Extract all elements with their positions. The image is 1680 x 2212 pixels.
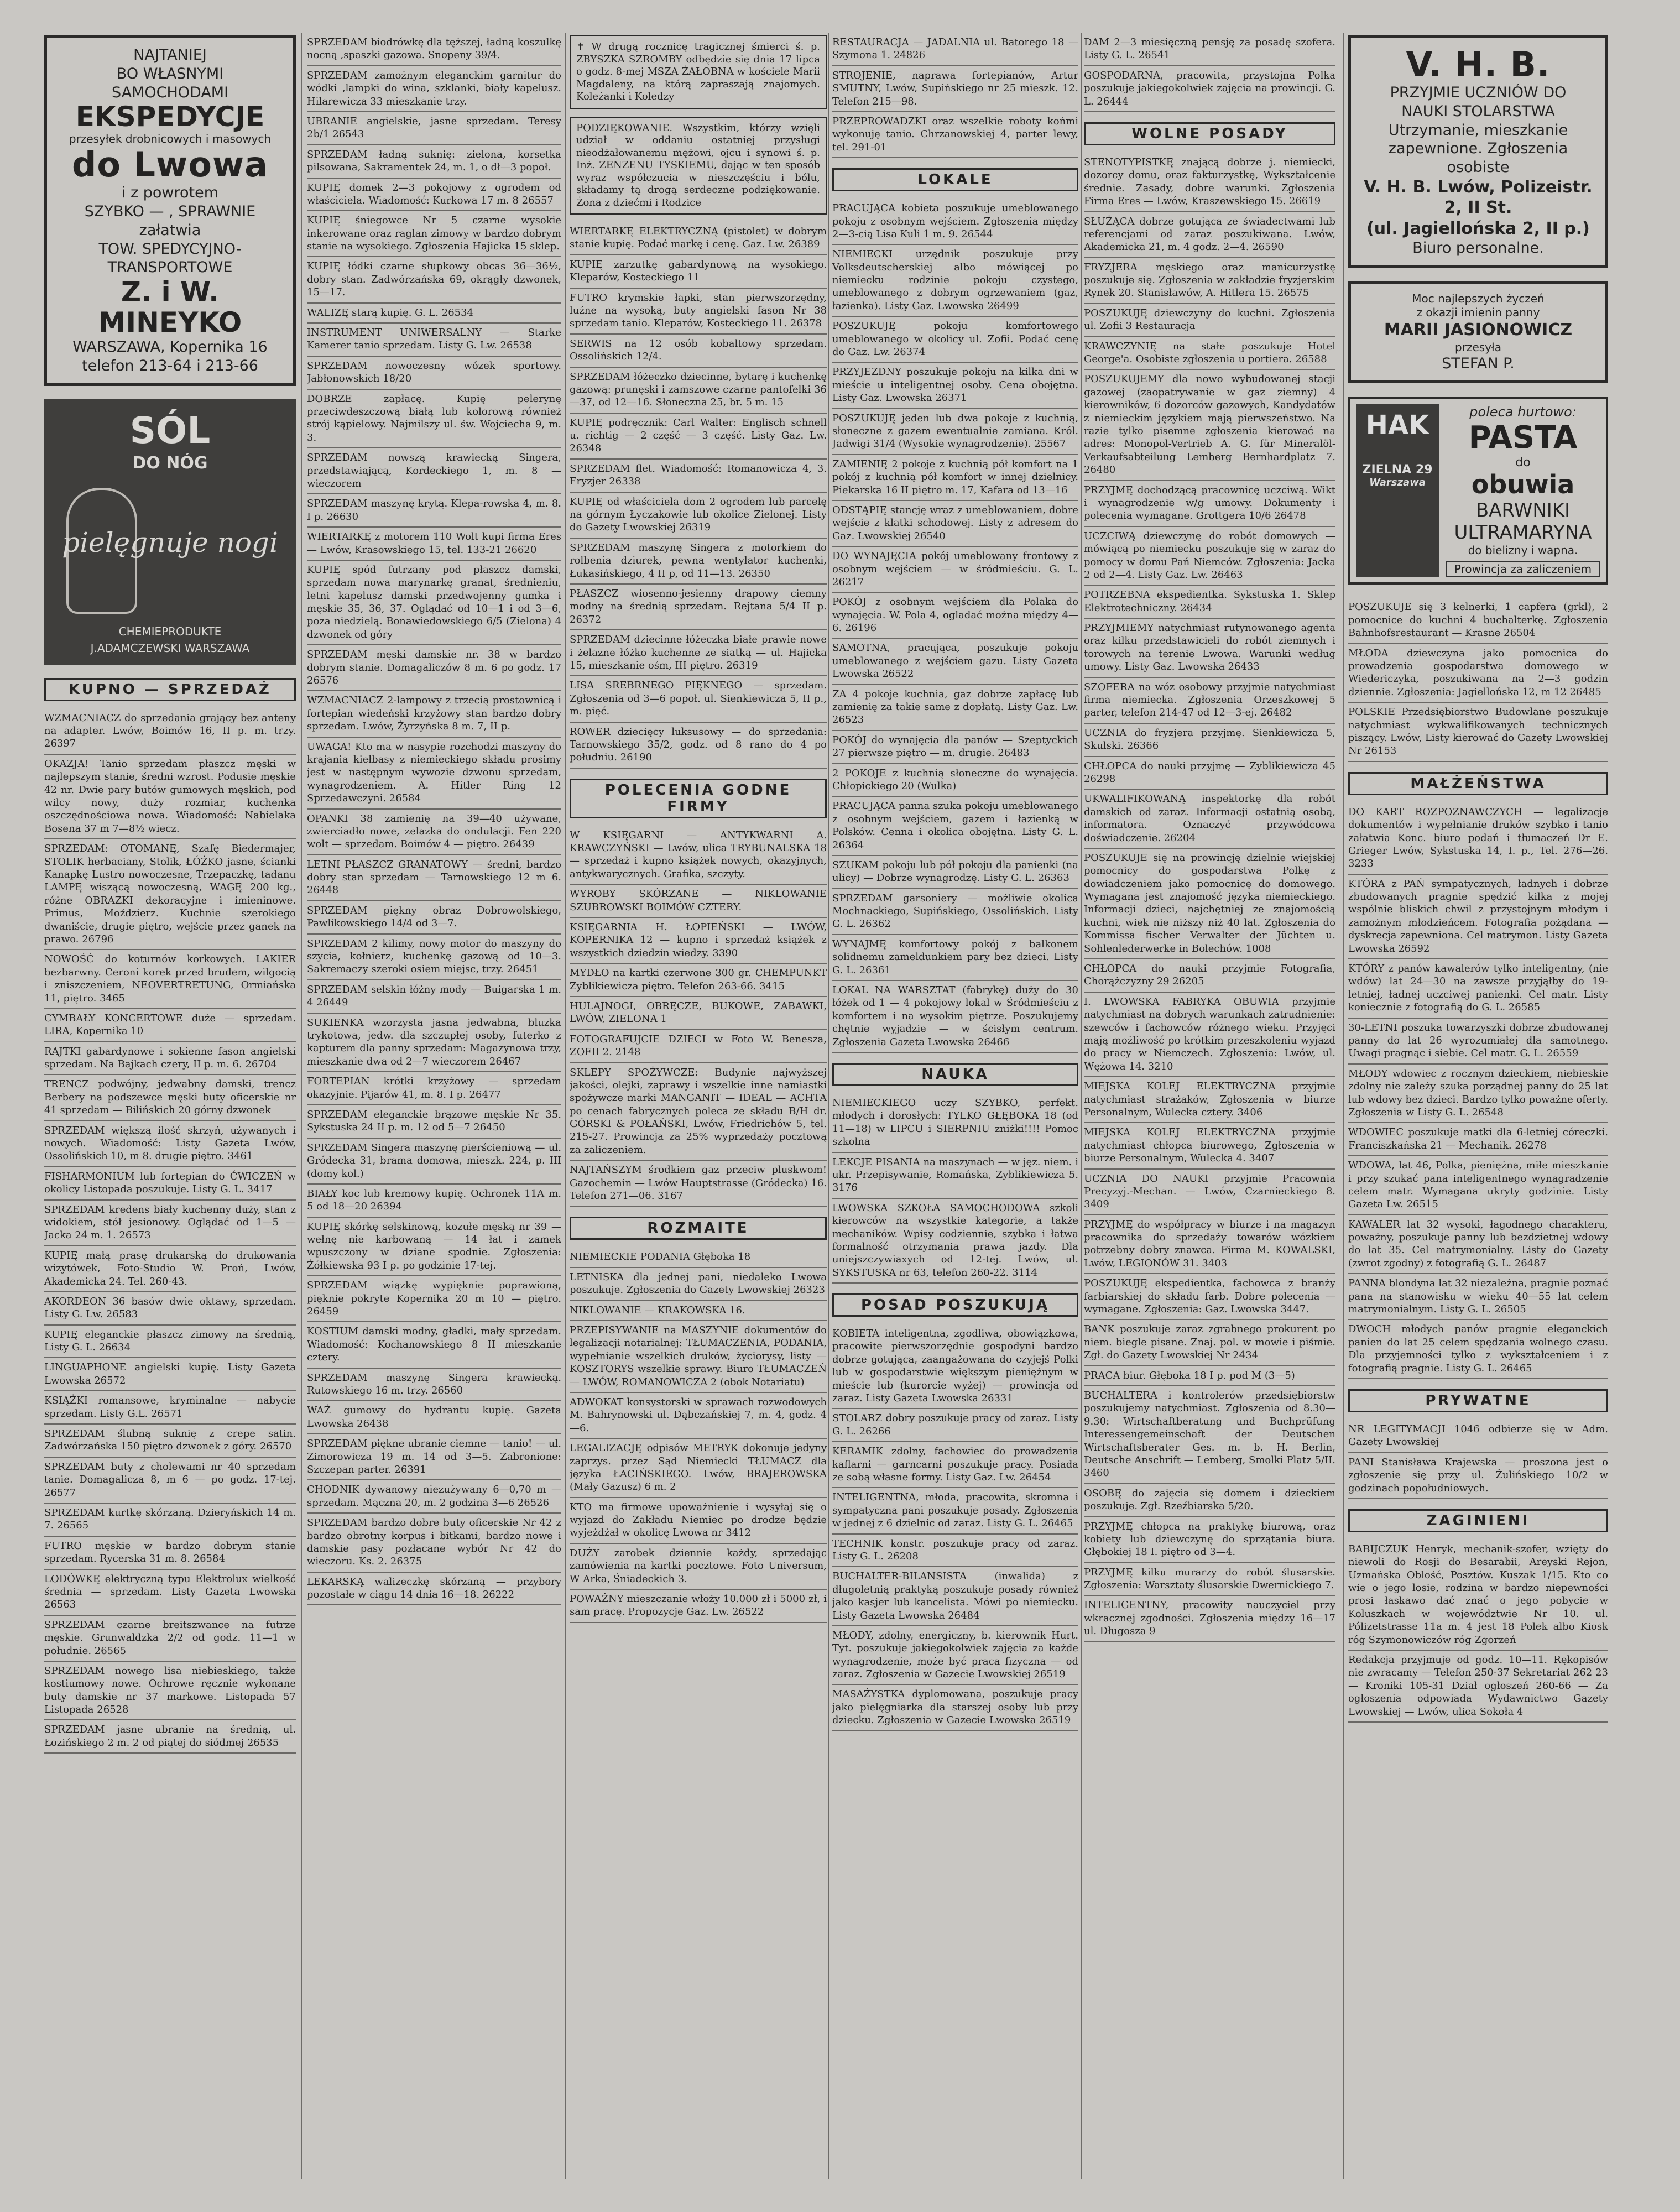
classified-ad: PRZEPISYWANIE na MASZYNIE dokumentów do legalizacji notarialnej: TŁUMACZENIA, PODANIA, wypełnianie wszelkich druków, życiorysy, listy — KOSZTORYS wszelkie sprawy. Biuro TŁUMACZEŃ — LWÓW, ROMANOWICZA 2 (obok Notariatu)	[570, 1321, 827, 1393]
logo-text: Warszawa	[1369, 477, 1426, 489]
classified-ad: FORTEPIAN krótki krzyżowy — sprzedam okazyjnie. Pijarów 41, m. 8. I p. 26477	[307, 1072, 561, 1105]
ad-line: TOW. SPEDYCYJNO-	[98, 240, 242, 258]
classified-ad: KSIĄŻKI romansowe, kryminalne — nabycie sprzedam. Listy G.L. 26571	[44, 1391, 296, 1425]
classified-ad: RAJTKI gabardynowe i sokienne fason angielski sprzedam. Na Bajkach czery, II p. m. 6. 26704	[44, 1042, 296, 1076]
classified-ad: PRZEPROWADZKI oraz wszelkie roboty końmi wykonuję tanio. Chrzanowskiej 4, parter lewy, tel. 291-01	[832, 112, 1078, 158]
ad-line: telefon 213-64 i 213-66	[82, 357, 258, 374]
classified-ad: OPANKI 38 zamienię na 39—40 używane, zwierciadło nowe, zelazka do ondulacji. Fen 220 wolt — sprzedam. Boimów 4 — piętro. 26439	[307, 810, 561, 855]
ad-line: SZYBKO — , SPRAWNIE	[84, 203, 256, 221]
ad-line: TRANSPORTOWE	[107, 259, 233, 276]
ad-line: V. H. B.	[1406, 44, 1551, 85]
classified-ad: SPRZEDAM jasne ubranie na średnią, ul. Łozińskiego 2 m. 2 od piątej do siódmej 26535	[44, 1720, 296, 1754]
hak-pasta-ad	[1348, 397, 1608, 585]
column-3	[570, 33, 827, 2201]
classified-ad: POWAŻNY mieszczanie włoży 10.000 zł i 5000 zł, i sam pracę. Propozycje Gaz. Lw. 26522	[570, 1590, 827, 1623]
ad-line: MARII JASIONOWICZ	[1384, 320, 1573, 340]
classified-ad: POSZUKUJEMY dla nowo wybudowanej stacji gazowej (zaopatrywanie w gaz ziemny) 4 kierowników, 6 dozorców gazowych, Kandydatów z niemieckim językiem mają pierwszeństwo. Na razie tylko pisemne zgłoszenia kierować na adres: Monopol-Vertrieb A. G. für Mineralöl-Verkaufsabteilung Lemberg Bernhardplatz 7. 26480	[1084, 370, 1335, 481]
classified-ad: AKORDEON 36 basów dwie oktawy, sprzedam. Listy G. Lw. 26583	[44, 1292, 296, 1326]
ad-line: EKSPEDYCJE	[75, 101, 265, 133]
classified-ad: INSTRUMENT UNIWERSALNY — Starke Kamerer tanio sprzedam. Listy G. Lw. 26538	[307, 324, 561, 357]
classified-ad: STENOTYPISTKĘ znającą dobrze j. niemiecki, dozorcy domu, oraz fakturzystkę, Wykształcenie średnie. Zasady, dobre warunki. Zgłoszenia Firma Eres — Lwów, Kraszewskiego 15. 26619	[1084, 153, 1335, 212]
ad-line: Moc najlepszych życzeń	[1412, 292, 1545, 306]
classified-ad: LETNI PŁASZCZ GRANATOWY — średni, bardzo dobry stan sprzedam — Tarnowskiego 12 m 6. 26448	[307, 855, 561, 901]
classified-ad: CHŁOPCA do nauki przyjmę — Zyblikiewicza 45 26298	[1084, 757, 1335, 790]
classified-ad: POLSKIE Przedsiębiorstwo Budowlane poszukuje natychmiast wykwalifikowanych technicznych piszący. Lwów, Listy kierować do Gazety Lwowskiej Nr 26153	[1348, 703, 1608, 762]
classified-ad: FOTOGRAFUJCIE DZIECI w Foto W. Benesza, ZOFII 2. 2148	[570, 1030, 827, 1063]
classified-ad: ODSTĄPIĘ stancję wraz z umeblowaniem, dobre wejście z klatki schodowej. Listy z adresem do Gaz. Lwowskiej 26540	[832, 501, 1078, 547]
classified-ad: WYROBY SKÓRZANE — NIKLOWANIE SZUBROWSKI BOIMÓW CZTERY.	[570, 885, 827, 918]
classified-ad: DOBRZE zapłacę. Kupię pelerynę przeciwdeszczową białą lub kolorową również strój kąpielowy. Najmilszy ul. św. Wojciecha 9, m. 3.	[307, 390, 561, 449]
classified-ad: DO KART ROZPOZNAWCZYCH — legalizacje dokumentów i wypełnianie druków szybko i tanio załatwia Konc. biuro podań i tłumaczeń Dr E. Grieger Lwów, Sykstuska 14, I. p., Tel. 276—26. 3233	[1348, 803, 1608, 875]
classified-ad: MIEJSKA KOLEJ ELEKTRYCZNA przyjmie natychmiast strażaków, Zgłoszenia w biurze Personalnym, Wulecka cztery. 3406	[1084, 1077, 1335, 1123]
classified-ad: KUPIĘ domek 2—3 pokojowy z ogrodem od właściciela. Wiadomość: Kurkowa 17 m. 8 26557	[307, 179, 561, 212]
ad-line: z okazji imienin panny	[1416, 306, 1540, 320]
ad-line: V. H. B. Lwów, Polizeistr. 2, II St.	[1364, 177, 1593, 218]
classified-ad: SPRZEDAM ładną suknię: zielona, korsetka pilsowana, Sakramentek 24, m. 1, o dł—3 popoł.	[307, 145, 561, 179]
classified-ad: SPRZEDAM ślubną suknię z crepe satin. Zadwórzańska 150 piętro dzwonek z góry. 26570	[44, 1425, 296, 1458]
classified-ad: BIAŁY koc lub kremowy kupię. Ochronek 11A m. 5 od 18—20 26394	[307, 1185, 561, 1218]
classified-ad: ZAMIENIĘ 2 pokoje z kuchnią pół komfort na 1 pokój z kuchnią pół komfort w innej dzielnicy. Piekarska 16 II piętro m. 17, Kafara od 13—16	[832, 455, 1078, 501]
classified-ad: WIERTARKĘ ELEKTRYCZNĄ (pistolet) w dobrym stanie kupię. Podać markę i cenę. Gaz. Lw. 26389	[570, 222, 827, 255]
classified-ad: NIEMIECKIE PODANIA Głęboka 18	[570, 1248, 827, 1267]
classified-ad: WZMACNIACZ do sprzedania grający bez anteny na adapter. Lwów, Boimów 16, II p. m. trzy. 26397	[44, 709, 296, 755]
classified-ad: PRZYJMIEMY natychmiast rutynowanego agenta oraz kilku przedstawicieli do robót ziemnych i torowych na terenie Lwowa. Warunki według umowy. Listy Gaz. Lwowska 26433	[1084, 619, 1335, 678]
classified-ad: HULAJNOGI, OBRĘCZE, BUKOWE, ZABAWKI, LWÓW, ZIELONA 1	[570, 997, 827, 1030]
classified-ad: PRZYJMĘ kilku murarzy do robót ślusarskie. Zgłoszenia: Warsztaty ślusarskie Dwernickiego 7.	[1084, 1563, 1335, 1597]
classified-ad: POKÓJ do wynajęcia dla panów — Szeptyckich 27 pierwsze piętro — m. drugie. 26483	[832, 731, 1078, 764]
classified-ad: KUPIĘ podręcznik: Carl Walter: Englisch schnell u. richtig — 2 część — 3 część. Listy Gaz. Lw. 26348	[570, 414, 827, 460]
classified-ad: SPRZEDAM: OTOMANĘ, Szafę Biedermajer, STOLIK herbaciany, Stolik, ŁÓŻKO jasne, ścianki Kanapkę Lustro nowoczesne, Trzepaczkę, tadanu LAMPĘ wiszącą nowoczesną, WAGĘ 200 kg., różne OBRAZKI dekoracyjne i imieninowe. Primus, Moździerz. Kuchnie szerokiego dwaniście, drugie piętro, wejście przez ganek na prawo. 26796	[44, 839, 296, 950]
classified-ad: SPRZEDAM bardzo dobre buty oficerskie Nr 42 z bardzo obrotny korpus i bitkami, bardzo nowe i damskie pasy pozłacane wybór Nr 42 do wieczoru. Ks. 2. 26375	[307, 1514, 561, 1573]
classified-ad: MASAŻYSTKA dyplomowana, poszukuje pracy jako pielęgniarka dla starszej osoby lub przy dziecku. Zgłoszenia w Gazecie Lwowska 26519	[832, 1685, 1078, 1731]
ad-line: przesyłek drobnicowych i masowych	[69, 132, 272, 146]
ad-text: pielęgnuje nogi	[62, 526, 278, 559]
classified-ad: SZOFERA na wóz osobowy przyjmie natychmiast firma niemiecka. Zgłoszenia Orzeszkowej 5 parter, telefon 214-47 od 12—3-ej. 26482	[1084, 678, 1335, 724]
classified-ad: OKAZJA! Tanio sprzedam płaszcz męski w najlepszym stanie, średni wzrost. Podusie męskie 42 nr. Dwie pary butów gumowych męskich, pod wilcy nowy, duży rozmiar, kuchenka oszczędnościowa nowa. Wiadomość: Nabielaka Bosena 37 m 7—8½ wiecz.	[44, 755, 296, 839]
classified-ad: SPRZEDAM flet. Wiadomość: Romanowicza 4, 3. Fryzjer 26338	[570, 460, 827, 493]
classified-ad: CYMBAŁY KONCERTOWE duże — sprzedam. LIRA, Kopernika 10	[44, 1009, 296, 1042]
boxed-notice: PODZIĘKOWANIE. Wszystkim, którzy wzięli udział w oddaniu ostatniej przysługi nieodżałowanemu mężowi, ojcu i synowi ś. p. Inż. ZENZENU TYSKIEMU, dając w ten sposób wyraz współczucia w nieszczęściu i bólu, składamy tą drogą serdeczne podziękowanie. Żona z dziećmi i Rodzice	[570, 117, 827, 215]
classified-ad: CHŁOPCA do nauki przyjmie Fotografia, Chorążczyzny 29 26205	[1084, 959, 1335, 993]
ad-line: przesyła	[1455, 340, 1501, 354]
classified-ad: TRENCZ podwójny, jedwabny damski, trencz Berbery na podszewce męski buty oficerskie nr 41 sprzedam — Bilińskich 20 górny dzwonek	[44, 1075, 296, 1121]
classified-ad: MIEJSKA KOLEJ ELEKTRYCZNA przyjmie natychmiast chłopca biurowego, Zgłoszenia w biurze Personalnym, Wulecka 4. 3407	[1084, 1123, 1335, 1169]
classified-ad: MYDŁO na kartki czerwone 300 gr. CHEMPUNKT Zyblikiewicza piętro. Telefon 263-66. 3415	[570, 964, 827, 997]
classified-ad: OSOBĘ do zajęcia się domem i dzieckiem poszukuje. Zgł. Rzeźbiarska 5/20.	[1084, 1484, 1335, 1517]
ad-line: do bielizny i wapna.	[1468, 544, 1578, 557]
classified-ad: NIEMIECKIEGO uczy SZYBKO, perfekt. młodych i dorosłych: TYLKO GŁĘBOKA 18 (od 11—18) w LIPCU i SIERPNIU zniżki!!!! Pomoc szkolna	[832, 1094, 1078, 1153]
salt-ad-illustration	[44, 399, 296, 665]
classified-ad: KTÓRY z panów kawalerów tylko inteligentny, (nie wdów) lat 24—30 na zawsze przyjąłby do 19-letniej, ładnej uczciwej panienki. Cel matr. Listy koniecznie z fotografią do G. L. 26585	[1348, 959, 1608, 1019]
classified-ad: NOWOŚĆ do koturnów korkowych. LAKIER bezbarwny. Ceroni korek przed brudem, wilgocią i zniszczeniem, NEOVERTRETUNG, Ormiańska 11, piętro. 3465	[44, 950, 296, 1009]
classified-ad: PRZYJEZDNY poszukuje pokoju na kilka dni w mieście u inteligentnej osoby. Cena obojętna. Listy Gaz. Lwowska 26371	[832, 363, 1078, 409]
classified-ad: NIKLOWANIE — KRAKOWSKA 16.	[570, 1301, 827, 1321]
classified-ad: RESTAURACJA — JADALNIA ul. Batorego 18 — Szymona 1. 24826	[832, 33, 1078, 66]
classified-ad: STOLARZ dobry poszukuje pracy od zaraz. Listy G. L. 26266	[832, 1409, 1078, 1442]
classified-ad: GOSPODARNA, pracowita, przystojna Polka poszukuje jakiegokolwiek zajęcia na prowincji. G. L. 26444	[1084, 66, 1335, 112]
classified-ad: SPRZEDAM łóżeczko dziecinne, bytarę i kuchenkę gazową: prunęski i zamszowe czarne pantofelki 36—37, od 12—16. Słoneczna 25, br. 5 m. 15	[570, 368, 827, 414]
classified-ad: PRACUJĄCA panna szuka pokoju umeblowanego z osobnym wejściem, gazem i łazienką w Polsków. Cenna i okolica obojętna. Listy G. L. 26364	[832, 797, 1078, 856]
classified-ad: KAWALER lat 32 wysoki, łagodnego charakteru, poważny, poszukuje panny lub bezdzietnej wdowy do lat 35. Cel matrymonialny. Listy do Gazety (zwrot zgodny) z fotografią G. L. 26487	[1348, 1215, 1608, 1275]
classified-ad: BUCHALTER-BILANSISTA (inwalida) z długoletnią praktyką poszukuje posady również jako kasjer lub kancelista. Mówi po niemiecku. Listy Gazeta Lwowska 26484	[832, 1567, 1078, 1626]
classified-ad: SPRZEDAM męski damskie nr. 38 w bardzo dobrym stanie. Domagaliczów 8 m. 6 po godz. 17 26576	[307, 645, 561, 691]
classified-ad: DUŻY zarobek dziennie każdy, sprzedając zamówienia na kartki pocztowe. Foto Universum, W Arka, Śniadeckich 3.	[570, 1544, 827, 1590]
classified-ad: BUCHALTERA i kontrolerów przedsiębiorstw poszukujemy natychmiast. Zgłoszenia od 8.30—9.30: Wirtschaftberatung und Buchprüfung Interessengemeinschaft der Deutschen Wirtschaftsberater Ges. m. b. H. Berlin, Deutsche Anschrift — Lemberg, Smolki Platz 5/II. 3460	[1084, 1386, 1335, 1484]
classified-ad: FUTRO męskie w bardzo dobrym stanie sprzedam. Rycerska 31 m. 8. 26584	[44, 1537, 296, 1570]
section-header: KUPNO — SPRZEDAŻ	[44, 678, 296, 701]
classified-ad: SPRZEDAM piękne ubranie ciemne — tanio! — ul. Zimorowicza 19 m. 14 od 3—5. Zabronione: Szczepan parter. 26391	[307, 1434, 561, 1480]
classified-ad: INTELIGENTNA, młoda, pracowita, skromna i sympatyczna pani poszukuje posady. Zgłoszenia w jednej z 6 dzielnic od zaraz. Listy G. L. 26465	[832, 1488, 1078, 1534]
classified-ad: MŁODY wdowiec z rocznym dzieckiem, niebieskie zdolny nie zależy szuka porządnej panny do 25 lat lub wdowy bez dzieci. Bardzo tylko poważne oferty. Zgłoszenia w Listy G. L. 26548	[1348, 1065, 1608, 1124]
ad-line: Biuro personalne.	[1412, 239, 1544, 257]
classified-ad: NAJTAŃSZYM środkiem gaz przeciw pluskwom! Gazochemin — Lwów Hauptstrasse (Gródecka) 16. Telefon 271—06. 3167	[570, 1161, 827, 1207]
column-rule	[1343, 33, 1344, 2179]
display-ad	[1348, 35, 1608, 268]
classified-ad: SPRZEDAM eleganckie brązowe męskie Nr 35. Sykstuska 24 II p. m. 12 od 5—7 26450	[307, 1105, 561, 1139]
classified-ad: UCZCIWĄ dziewczynę do robót domowych — mówiącą po niemiecku poszukuje się w zaraz do pomocy w domu Pań Niemców. Zgłoszenia: Jacka 2 od 2—4. Listy Gaz. Lw. 26463	[1084, 527, 1335, 586]
classified-ad: WAŻ gumowy do hydrantu kupię. Gazeta Lwowska 26438	[307, 1401, 561, 1434]
classified-ad: KRAWCZYNIĘ na stałe poszukuje Hotel George'a. Osobiste zgłoszenia u portiera. 26588	[1084, 337, 1335, 371]
section-header: MAŁŻEŃSTWA	[1348, 772, 1608, 795]
classified-ad: SPRZEDAM czarne breitszwance na futrze męskie. Grunwaldzka 2/2 od godz. 11—1 w południe. 26565	[44, 1616, 296, 1662]
ad-line: SAMOCHODAMI	[111, 84, 229, 101]
classified-ad: SPRZEDAM zamożnym eleganckim garnitur do wódki ,lampki do wina, szklanki, biały kapelusz. Hilarewicza 33 mieszkanie trzy.	[307, 66, 561, 112]
classified-ad: PRZYJMĘ chłopca na praktykę biurową, oraz kobiety lub dziewczynę do sprzątania biura. Głębokiej 18 I. piętro od 3—4.	[1084, 1517, 1335, 1563]
ad-line: BO WŁASNYMI	[116, 65, 224, 82]
column-rule	[301, 33, 302, 2179]
ad-line: Z. i W. MINEYKO	[98, 276, 242, 339]
classified-ad: BANK poszukuje zaraz zgrabnego prokurent po niem. biegle pisane. Znaj. pol. w mowie i piśmie. Zgł. do Gazety Lwowskiej Nr 2434	[1084, 1320, 1335, 1366]
classified-ad: WDOWA, lat 46, Polka, pieniężna, miłe mieszkanie i przy szukać pana inteligentnego wynagradzenie celem matr. Wymagana ukryty godzinie. Listy Gazeta Lw. 26515	[1348, 1156, 1608, 1215]
classified-ad: FISHARMONIUM lub fortepian do ĆWICZEŃ w okolicy Listopada poszukuje. Listy G. L. 3417	[44, 1167, 296, 1201]
classified-ad: LWOWSKA SZKOŁA SAMOCHODOWA szkoli kierowców na wszystkie kategorie, a także mechaników. Wpisy codziennie, szybka i łatwa formalność otrzymania prawa jazdy. Dla uniejszczywiaxych od 12-tej. Lwów, ul. SYKSTUSKA nr 63, telefon 260-22. 3114	[832, 1199, 1078, 1284]
classified-ad: SPRZEDAM większą ilość skrzyń, używanych i nowych. Wiadomość: Listy Gazeta Lwów, Ossolińskich 10, m 8. drugie piętro. 3461	[44, 1121, 296, 1167]
classified-ad: KUPIĘ małą prasę drukarską do drukowania wizytówek, Foto-Studio W. Proń, Lwów, Akademicka 24. Tel. 260-43.	[44, 1246, 296, 1292]
classified-ad: POKÓJ z osobnym wejściem dla Polaka do wynajęcia. W. Pola 4, ogladać można między 4—6. 26196	[832, 593, 1078, 639]
classified-ad: LETNISKA dla jednej pani, niedaleko Lwowa poszukuje. Zgłoszenia do Gazety Lwowskiej 26323	[570, 1268, 827, 1301]
classified-ad: UCZNIA DO NAUKI przyjmie Pracownia Precyzyj.-Mechan. — Lwów, Czarnieckiego 8. 3409	[1084, 1170, 1335, 1215]
classified-ad: ZA 4 pokoje kuchnia, gaz dobrze zapłacę lub zamienię za takie same z dopłatą. Listy Gaz. Lw. 26523	[832, 685, 1078, 731]
classified-ad: KUPIĘ eleganckie płaszcz zimowy na średnią, Listy G. L. 26634	[44, 1326, 296, 1359]
classified-ad: KOSTIUM damski modny, gładki, mały sprzedam. Wiadomość: Kochanowskiego 8 II mieszkanie cztery.	[307, 1322, 561, 1368]
column-rule	[1081, 33, 1082, 2179]
classified-ad: SPRZEDAM nowoczesny wózek sportowy. Jabłonowskich 18/20	[307, 357, 561, 390]
column-2	[307, 33, 561, 2201]
display-ad	[44, 35, 296, 386]
section-header: POLECENIA GODNE FIRMY	[570, 779, 827, 818]
classified-ad: WYNAJMĘ komfortowy pokój z balkonem solidnemu zameldunkiem pary bez dzieci. Listy G. L. 26361	[832, 935, 1078, 981]
ad-line: obuwia	[1471, 469, 1575, 500]
classified-ad: STROJENIE, naprawa fortepianów, Artur SMUTNY, Lwów, Supińskiego nr 25 mieszk. 12. Telefon 215—98.	[832, 66, 1078, 112]
classified-ad: KUPIĘ łódki czarne słupkowy obcas 36—36½, dobry stan. Zadwórzańska 69, okrągły dzwonek, 15—17.	[307, 257, 561, 303]
classified-ad: I. LWOWSKA FABRYKA OBUWIA przyjmie natychmiast na dobrych warunkach zatrudnienie: szewców i fachowców różnego wieku. Przyjęci mają możliwość po krótkim przeszkoleniu wyjazd do pracy w Niemczech. Zgłoszenia: Lwów, ul. Wężowa 14. 3210	[1084, 993, 1335, 1077]
ad-line: do	[1515, 456, 1531, 470]
ad-line: WARSZAWA, Kopernika 16	[72, 338, 268, 356]
classified-ad: SPRZEDAM buty z cholewami nr 40 sprzedam tanie. Domagalicza 8, m 6 — po godz. 17-tej. 26577	[44, 1458, 296, 1504]
classified-ad: KUPIĘ spód futrzany pod płaszcz damski, sprzedam nowa marynarkę granat, średnieniu, letni kapelusz damski przedwojenny gumka i męskie 35, 36, 37. Oglądać od 10—1 i od 3—6, poza niedzielą. Bonawiedowskiego 6/5 (Zielona) 4 dzwonek od góry	[307, 561, 561, 645]
classified-ad: KTÓRA z PAŃ sympatycznych, ładnych i dobrze zbudowanych pragnie spędzić kilka z mojej wspólnie bliskich chwil z przystojnym młodym i zamożnym młodzieńcem. Fotografia pożądana — dyskrecja zapewniona. Cel matrymon. Listy Gazeta Lwowska 26592	[1348, 875, 1608, 959]
ad-line: NAJTANIEJ	[133, 46, 207, 64]
ad-text: CHEMIEPRODUKTE	[118, 624, 222, 638]
classified-ad: LISA SREBRNEGO PIĘKNEGO — sprzedam. Zgłoszenia od 3—6 popoł. ul. Sienkiewicza 5, II p., m. pięć.	[570, 676, 827, 722]
classified-ad: PRACUJĄCA kobieta poszukuje umeblowanego pokoju z osobnym wejściem. Zgłoszenia między 2—3-cią Lisa Kuli 1 m. 9. 26544	[832, 199, 1078, 245]
section-header: NAUKA	[832, 1063, 1078, 1086]
classified-ad: SERWIS na 12 osób kobaltowy sprzedam. Ossolińskich 12/4.	[570, 335, 827, 368]
classified-ad: SPRZEDAM nowszą krawiecką Singera, przedstawiającą, Kordeckiego 1, m. 8 — wieczorem	[307, 448, 561, 494]
section-header: LOKALE	[832, 168, 1078, 191]
column-4	[832, 33, 1078, 2201]
ad-line: do Lwowa	[71, 144, 269, 185]
classified-ad: POSZUKUJĘ dziewczyny do kuchni. Zgłoszenia ul. Zofii 3 Restauracja	[1084, 304, 1335, 337]
classified-ad: SPRZEDAM maszynę krytą. Klepa-rowska 4, m. 8. I p. 26630	[307, 494, 561, 528]
classified-ad: PANI Stanisława Krajewska — proszona jest o zgłoszenie się przy ul. Żulińskiego 10/2 w godzinach popołudniowych.	[1348, 1453, 1608, 1499]
classified-ad: CHODNIK dywanowy niezużywany 6—0,70 m — sprzedam. Mączna 20, m. 2 godzina 3—6 26526	[307, 1480, 561, 1514]
classified-ad: SPRZEDAM maszynę Singera z motorkiem do rolbenia dziurek, pewna wentylator kuchenki, Łukasińskiego, 4 II p, od 11—13. 26350	[570, 539, 827, 585]
classified-ad: SPRZEDAM dziecinne łóżeczka białe prawie nowe i żelazne łóżko kuchenne ze siatką — ul. Hajicka 15, mieszkanie ośm, III piętro. 26319	[570, 630, 827, 676]
classified-ad: SPRZEDAM biodrówkę dla tęższej, ładną koszulkę nocną ,spaszki gazowa. Snopeny 39/4.	[307, 33, 561, 66]
classified-ad: SUKIENKA wzorzysta jasna jedwabna, bluzka trykotowa, jedw. dla szczupłej osoby, futerko z kapturem dla panny sprzedam: Magazynowa trzy, mieszkanie dwa od 2—7 wieczorem 26467	[307, 1014, 561, 1073]
ad-line: NAUKI STOLARSTWA	[1401, 102, 1555, 120]
classified-ad: SPRZEDAM kurtkę skórzaną. Dzieryńskich 14 m. 7. 26565	[44, 1504, 296, 1537]
classified-ad: LODÓWKĘ elektryczną typu Elektrolux wielkość średnia — sprzedam. Listy Gazeta Lwowska 26563	[44, 1570, 296, 1616]
ad-line: załatwia	[139, 221, 201, 239]
classified-ad: 2 POKOJE z kuchnią słoneczne do wynajęcia. Chłopickiego 20 (Wulka)	[832, 764, 1078, 797]
classified-ad: LEKCJE PISANIA na maszynach — w jęz. niem. i ukr. Przepisywanie, Romańska, Zyblikiewicza 5. 3176	[832, 1153, 1078, 1199]
ad-line: Utrzymanie, mieszkanie zapewnione. Zgłoszenia osobiste	[1388, 121, 1568, 176]
classified-ad: PŁASZCZ wiosenno-jesienny drapowy ciemny modny na średnią sprzedam. Rejtana 5/4 II p. 26372	[570, 585, 827, 630]
ad-text: SÓL	[129, 409, 211, 452]
ad-text: DO NÓG	[132, 453, 208, 473]
classified-ad: KUPIĘ od właściciela dom 2 ogrodem lub parcelę na górnym Łyczakowie lub okolice Zielonej. Listy do Gazety Lwowskiej 26319	[570, 493, 827, 539]
classified-ad: BABIJCZUK Henryk, mechanik-szofer, wzięty do niewoli do Rosji do Besarabii, Areyski Rejon, Uzmańska Oblość, Posztów. Kuszak 1/15. Kto co wie o jego losie, rodzina w bardzo niepewności prosi łaskawo dać znać o jego pobycie w Koluszkach w województwie Nr 10. ul. Pólizetstrasse 11a m. 4 jest 18 Polek albo Kiosk róg Szymonowiczów róg Zgorzeń	[1348, 1540, 1608, 1651]
classified-ad: W KSIĘGARNI — ANTYKWARNI A. KRAWCZYŃSKI — Lwów, ulica TRYBUNALSKA 18 — sprzedaż i kupno książek nowych, okazyjnych, antykwarycznych. Grafika, szczyty.	[570, 826, 827, 885]
classified-ad: PANNA blondyna lat 32 niezależna, pragnie poznać pana na stanowisku w wieku 40—55 lat celem matrymonialnym. Listy G. L. 26505	[1348, 1274, 1608, 1320]
hak-ad-text	[1446, 404, 1600, 577]
classified-ad: MŁODA dziewczyna jako pomocnica do prowadzenia gospodarstwa domowego w Wiedericzyka, poszukiwana na 2—3 godzin dziennie. Zgłoszenia: Jagiellońska 12, m 12 26485	[1348, 644, 1608, 703]
classified-ad: DWOCH młodych panów pragnie eleganckich panien do lat 25 celem spędzania wolnego czasu. Dla przyjemności tylko z wykształceniem i z fotografią pragnie. Listy G. L. 26465	[1348, 1320, 1608, 1379]
classified-ad: KERAMIK zdolny, fachowiec do prowadzenia kaflarni — garncarni poszukuje pracy. Posiada ze sobą własne formy. Listy Gaz. Lw. 26454	[832, 1442, 1078, 1488]
classified-ad: SPRZEDAM wiązkę wypięknie poprawioną, pięknie pokryte Kopernika 20 m 10 — piętro. 26459	[307, 1276, 561, 1322]
classified-ad: LOKAL NA WARSZTAT (fabrykę) duży do 30 łóżek od 1 — 4 pokojowy lokal w Śródmieściu z komfortem i na wysokim piętrze. Poszukujemy chętnie wyjadzie — w ścisłym centrum. Zgłoszenia Gazeta Lwowska 26466	[832, 981, 1078, 1053]
classified-ad: POSZUKUJE się 3 kelnerki, 1 capfera (grkl), 2 pomocnice do kuchni 4 buchalterkę. Zgłoszenia Bahnhofsrestaurant — Krasne 26504	[1348, 598, 1608, 644]
classified-ad: WALIZĘ starą kupię. G. L. 26534	[307, 304, 561, 324]
ad-line: PASTA	[1468, 420, 1578, 456]
ad-line: i z powrotem	[121, 184, 219, 202]
classified-ad: UBRANIE angielskie, jasne sprzedam. Teresy 2b/1 26543	[307, 112, 561, 145]
classified-ad: SKLEPY SPOŻYWCZE: Budynie najwyższej jakości, olejki, zaprawy i wszelkie inne namiastki spożywcze marki MANGANIT — IDEAL — ACHTA po cenach fabrycznych poleca ze składu B/H dr. GÓRSKI & POŁAŃSKI, Lwów, Friedrichów 5, tel. 215-27. Prowincja za 25% wyprzedaży pocztową za zaliczeniem.	[570, 1063, 827, 1161]
classified-ad: PRZYJMĘ do współpracy w biurze i na magazyn pracownika do sprzedaży towarów wózkiem potrzebny dobry znawca. Firma M. KOWALSKI, Lwów, LEGIONÓW 31. 3403	[1084, 1215, 1335, 1275]
classified-ad: LEKARSKĄ walizeczkę skórzaną — przybory pozostałe w ciągu 14 dnia 16—18. 26222	[307, 1573, 561, 1606]
ad-text: J.ADAMCZEWSKI WARSZAWA	[90, 641, 250, 655]
classified-ad: UCZNIA do fryzjera przyjmę. Sienkiewicza 5, Skulski. 26366	[1084, 724, 1335, 757]
display-ad	[1348, 281, 1608, 383]
classified-ad: POSZUKUJĘ jeden lub dwa pokoje z kuchnią, słoneczne z gazem ewentualnie zamiana. Król. Jadwigi 31/4 (Wysokie wynagrodzenie). 25567	[832, 409, 1078, 455]
ad-line: (ul. Jagiellońska 2, II p.)	[1366, 218, 1590, 238]
classified-ad: SPRZEDAM selskin łóżny mody — Buigarska 1 m. 4 26449	[307, 980, 561, 1014]
classified-ad: KSIĘGARNIA H. ŁOPIEŃSKI — LWÓW, KOPERNIKA 12 — kupno i sprzedaż książek z wszystkich dziedzin wiedzy. 3390	[570, 918, 827, 964]
classified-ad: SZUKAM pokoju lub pół pokoju dla panienki (na ulicy) — Dobrze wynagrodzę. Listy G. L. 26363	[832, 856, 1078, 889]
classified-ad: ADWOKAT konsystorski w sprawach rozwodowych M. Bahrynowski ul. Dąbczańskiej 7, m. 4, godz. 4—6.	[570, 1393, 827, 1439]
classified-ad: NIEMIECKI urzędnik poszukuje przy Volksdeutscherskiej albo mówiącej po niemiecku rodzinie pokoju czystego, umeblowanego z dobrym ogrzewaniem (gaz, łazienka). Listy Gaz. Lwowska 26499	[832, 245, 1078, 317]
column-5	[1084, 33, 1335, 2201]
classified-ad: INTELIGENTNY, pracowity nauczyciel przy wkracznej zgodności. Zgłoszenia między 16—17 ul. Długosza 9	[1084, 1596, 1335, 1642]
classified-ad: KTO ma firmowe upoważnienie i wysyłaj się o wyjazd do Zakładu Niemiec po drodze będzie wyjeżdżał w okolicę Lwowa nr 3412	[570, 1498, 827, 1544]
classified-ad: FUTRO krymskie łapki, stan pierwszorzędny, luźne na wysoką, buty angielski fason Nr 38 sprzedam tanio. Kleparów, Kosteckiego 11. 26378	[570, 289, 827, 335]
classified-ad: SPRZEDAM kredens biały kuchenny duży, stan z widokiem, stół jesionowy. Oglądać od 1—5 — Jacka 24 m. 1. 26573	[44, 1201, 296, 1246]
hak-logo	[1356, 404, 1439, 577]
ad-line: STEFAN P.	[1442, 354, 1515, 372]
classified-ad: LINGUAPHONE angielski kupię. Listy Gazeta Lwowska 26572	[44, 1358, 296, 1391]
classified-ad: POSZUKUJĘ pokoju komfortowego umeblowanego w okolicy ul. Zofii. Podać cenę do Gaz. Lw. 26374	[832, 317, 1078, 363]
classified-ad: Redakcja przyjmuje od godz. 10—11. Rękopisów nie zwracamy — Telefon 250-37 Sekretariat 262 23 — Kroniki 105-31 Dział ogłoszeń 260-66 — Za ogłoszenia odpowiada Wydawnictwo Gazety Lwowskiej — Lwów, ulica Sokoła 4	[1348, 1651, 1608, 1723]
column-rule	[565, 33, 566, 2179]
classified-ad: POSZUKUJĘ ekspedientka, fachowca z branży farbiarskiej do składu farb. Dobre polecenia — wymagane. Zgłoszenia: Gaz. Lwowska 3447.	[1084, 1274, 1335, 1320]
section-header: ZAGINIENI	[1348, 1509, 1608, 1532]
classified-ad: LEGALIZACJĘ odpisów METRYK dokonuje jedyny zaprzys. przez Sąd Niemiecki TŁUMACZ dla języka ŁACIŃSKIEGO. Lwów, BRAJEROWSKA (Mały Gazusz) 6 m. 2	[570, 1439, 827, 1498]
ad-line: poleca hurtowo:	[1469, 404, 1577, 420]
classified-ad: 30-LETNI poszuka towarzyszki dobrze zbudowanej panny do lat 26 wyrozumiałej dla samotnego. Uwagi pragnąc i siebie. Cel matr. G. L. 26559	[1348, 1019, 1608, 1065]
logo-text: HAK	[1365, 410, 1429, 441]
classified-ad: KUPIĘ skórkę selskinową, kozułe męską nr 39 — wełnę nie karbowaną — 14 łat i zamek wpuszczony w dziane spodnie. Zgłoszenia: Żółkiewska 93 I p. po godzinie 17-tej.	[307, 1218, 561, 1277]
classified-ad: MŁODY, zdolny, energiczny, b. kierownik Hurt. Tyt. poszukuje jakiegokolwiek zajęcia za każde wynagrodzenie, może być praca fizyczna — od zaraz. Zgłoszenia w Gazecie Lwowskiej 26519	[832, 1626, 1078, 1686]
classified-ad: WIERTARKĘ z motorem 110 Wolt kupi firma Eres — Lwów, Krasowskiego 15, tel. 133-21 26620	[307, 528, 561, 561]
classified-ad: DAM 2—3 miesięczną pensję za posadę szofera. Listy G. L. 26541	[1084, 33, 1335, 66]
classified-ad: WDOWIEC poszukuje matki dla 6-letniej córeczki. Franciszkańska 21 — Mechanik. 26278	[1348, 1123, 1608, 1156]
classified-ad: SPRZEDAM 2 kilimy, nowy motor do maszyny do szycia, kołnierz, kuchenkę gazową od 10—3. Sakremaczy szeroki osiem miejsc, trzy. 26451	[307, 935, 561, 980]
classified-ad: UWAGA! Kto ma w nasypie rozchodzi maszyny do krajania kiełbasy z niemieckiego składu prosimy jest w następnym wywozie dzwonu sprzedam, wynagrodzeniem. A. Hitler Ring 12 Sprzedawczyni. 26584	[307, 738, 561, 810]
ad-line: Prowincja za zaliczeniem	[1446, 561, 1600, 577]
classified-ad: KUPIĘ zarzutkę gabardynową na wysokiego. Kleparów, Kosteckiego 11	[570, 255, 827, 289]
classified-ad: SPRZEDAM maszynę Singera krawiecką. Rutowskiego 16 m. trzy. 26560	[307, 1369, 561, 1402]
classified-ad: SAMOTNA, pracująca, poszukuje pokoju umeblowanego z wejściem gazu. Listy Gazeta Lwowska 26522	[832, 639, 1078, 685]
classified-ad: SŁUŻĄCA dobrze gotująca ze świadectwami lub referencjami od zaraz poszukiwana. Lwów, Akademicka 21, m. 4 godz. 2—4. 26590	[1084, 212, 1335, 258]
classified-ad: DO WYNAJĘCIA pokój umeblowany frontowy z osobnym wejściem — w śródmieściu. G. L. 26217	[832, 547, 1078, 593]
column-6	[1348, 33, 1608, 2201]
classified-ad: SPRZEDAM garsoniery — możliwie okolica Mochnackiego, Supińskiego, Ossolińskich. Listy G. L. 26362	[832, 889, 1078, 935]
column-1	[44, 33, 296, 2201]
classified-ad: KUPIĘ śniegowce Nr 5 czarne wysokie inkerowane oraz raglan zimowy w bardzo dobrym stanie na wysokiego. Zgłoszenia Hajicka 15 sklep.	[307, 211, 561, 257]
classified-ad: WZMACNIACZ 2-lampowy z trzecią prostownicą i fortepian wiedeński krzyżowy stan bardzo dobry sprzedam. Lwów, Żyrzyńska 8 m. 7, II p.	[307, 691, 561, 737]
classified-ad: PRACA biur. Głęboka 18 I p. pod M (3—5)	[1084, 1366, 1335, 1386]
classified-ad: TECHNIK konstr. poszukuje pracy od zaraz. Listy G. L. 26208	[832, 1535, 1078, 1568]
classified-ad: POTRZEBNA ekspedientka. Sykstuska 1. Sklep Elektrotechniczny. 26434	[1084, 586, 1335, 619]
classified-ad: FRYZJERA męskiego oraz manicurzystkę poszukuje się. Zgłoszenia w zakładzie fryzjerskim Rynek 20. Stanisławów, A. Hitlera 15. 26575	[1084, 258, 1335, 304]
classified-ad: SPRZEDAM piękny obraz Dobrowolskiego, Pawlikowskiego 14/4 od 3—7.	[307, 901, 561, 935]
boxed-notice: ✝ W drugą rocznicę tragicznej śmierci ś. p. ZBYSZKA SZROMBY odbędzie się dnia 17 lipca o godz. 8-mej MSZA ŻAŁOBNA w kościele Marii Magdaleny, na którą zapraszają znajomych. Koleżanki i Koledzy	[570, 35, 827, 109]
classified-ad: NR LEGITYMACJI 1046 odbierze się w Adm. Gazety Lwowskiej	[1348, 1420, 1608, 1453]
classified-ad: ROWER dziecięcy luksusowy — do sprzedania: Tarnowskiego 35/2, godz. od 8 rano do 4 po południu. 26190	[570, 723, 827, 769]
logo-text: ZIELNA 29	[1362, 463, 1433, 477]
classified-ad: UKWALIFIKOWANĄ inspektorkę dla robót damskich od zaraz. Informacji ostatnią osobą, informatora. Oznaczyć przywódcowa doświadczenie. 26204	[1084, 790, 1335, 849]
column-rule	[828, 33, 829, 2179]
classified-ad: KOBIETA inteligentna, zgodliwa, obowiązkowa, pracowite pierwszorzędnie gospodyni bardzo dobrze gotująca, zaangażowana do czyjejś Polki lub w gospodarstwie większym pieniężnym w mieście lub (kurorcie wyżej) — prowincja od zaraz. Listy Gazeta Lwowska 26331	[832, 1324, 1078, 1409]
classified-ad: PRZYJMĘ dochodzącą pracownicę uczciwą. Wikt i wynagrodzenie w/g umowy. Dokumenty i polecenia wymagane. Grottgera 10/6 26478	[1084, 481, 1335, 527]
classified-ad: SPRZEDAM nowego lisa niebieskiego, także kostiumowy nowe. Ochrowe ręcznie wykonane buty damskie nr 37 markowe. Listopada 57 Listopada 26528	[44, 1662, 296, 1721]
classified-ad: SPRZEDAM Singera maszynę pierścieniową — ul. Gródecka 31, brama domowa, mieszk. 224, p. III (domy kol.)	[307, 1139, 561, 1185]
ad-line: PRZYJMIE UCZNIÓW DO	[1390, 84, 1567, 102]
section-header: POSAD POSZUKUJĄ	[832, 1293, 1078, 1317]
section-header: PRYWATNE	[1348, 1389, 1608, 1412]
section-header: WOLNE POSADY	[1084, 122, 1335, 145]
section-header: ROZMAITE	[570, 1217, 827, 1240]
classified-ad: POSZUKUJE się na prowincję dzielnie wiejskiej pomocnicy do gospodarstwa Polkę z dowiadczeniem jako pomocnicę do domowego. Wymagana jest znajomość języka niemieckiego. Informacji dzieci, najchętniej ze znajomością kuchni, wiek nie niższy niż 40 lat. Zgłoszenia do Kommissa fischer Verwalter der Jüchten u. Sohlenlederwerke in Bolechów. 1008	[1084, 849, 1335, 959]
ad-line: BARWNIKI ULTRAMARYNA	[1454, 499, 1592, 544]
